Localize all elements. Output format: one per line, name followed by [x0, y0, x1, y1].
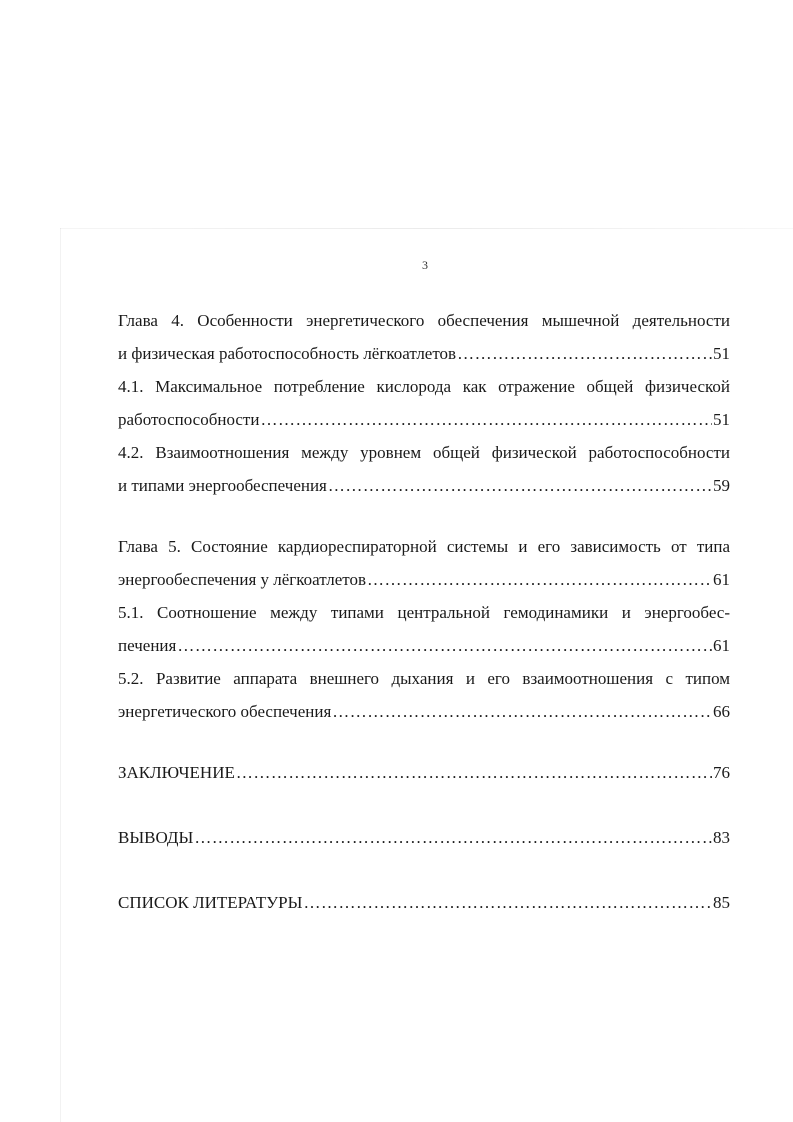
section-4-1-line-2	[118, 403, 730, 436]
conclusion-page: 76	[713, 763, 730, 782]
chapter-5-title-line-2	[118, 563, 730, 596]
chapter-4-title-line-1: Глава 4. Особенности энергетического обеспечения мышечной деятельности	[118, 311, 730, 330]
section-5-2-line-1: 5.2. Развитие аппарата внешнего дыхания и его взаимоотношения с типом	[118, 669, 730, 688]
section-4-1-page: 51	[713, 410, 730, 429]
chapter-4-title-text: и физическая работоспособность лёгкоатлетов	[118, 344, 457, 363]
dot-leader	[303, 886, 712, 920]
section-4-1-line-1: 4.1. Максимальное потребление кислорода как отражение общей физической	[118, 377, 730, 396]
dot-leader	[457, 337, 712, 370]
dot-leader	[332, 695, 712, 728]
conclusion-label: ЗАКЛЮЧЕНИЕ	[118, 763, 235, 782]
references-page: 85	[713, 893, 730, 912]
section-4-2-text: и типами энергообеспечения	[118, 476, 327, 495]
toc-conclusion	[118, 756, 730, 790]
toc-findings	[118, 821, 730, 855]
scan-edge-left	[60, 228, 61, 1122]
page-number: 3	[422, 258, 428, 272]
section-4-1-text: работоспособности	[118, 410, 260, 429]
section-5-2-page: 66	[713, 702, 730, 721]
section-5-1-text: печения	[118, 636, 177, 655]
dot-leader	[367, 563, 712, 596]
references-line	[118, 886, 730, 920]
chapter-5-page: 61	[713, 570, 730, 589]
section-5-1-page: 61	[713, 636, 730, 655]
section-5-2-line-2	[118, 695, 730, 728]
toc-chapter-4	[118, 304, 730, 502]
toc-chapter-5	[118, 530, 730, 728]
dot-leader	[194, 821, 712, 855]
section-5-2-text: энергетического обеспечения	[118, 702, 332, 721]
section-4-2-line-1: 4.2. Взаимоотношения между уровнем общей физической работоспособности	[118, 443, 730, 462]
findings-line	[118, 821, 730, 855]
dot-leader	[328, 469, 712, 502]
dot-leader	[236, 756, 712, 790]
findings-page: 83	[713, 828, 730, 847]
toc-references	[118, 886, 730, 920]
chapter-4-title-line-2	[118, 337, 730, 370]
section-5-1-line-2	[118, 629, 730, 662]
dot-leader	[177, 629, 712, 662]
section-5-1-line-1: 5.1. Соотношение между типами центральной гемодинамики и энергообес-	[118, 603, 730, 622]
section-4-2-page: 59	[713, 476, 730, 495]
table-of-contents	[118, 304, 730, 951]
dot-leader	[260, 403, 712, 436]
chapter-5-title-text: энергообеспечения у лёгкоатлетов	[118, 570, 367, 589]
findings-label: ВЫВОДЫ	[118, 828, 194, 847]
conclusion-line	[118, 756, 730, 790]
references-label: СПИСОК ЛИТЕРАТУРЫ	[118, 893, 303, 912]
chapter-5-title-line-1: Глава 5. Состояние кардиореспираторной системы и его зависимость от типа	[118, 537, 730, 556]
scan-edge-top	[60, 228, 793, 229]
chapter-4-page: 51	[713, 344, 730, 363]
section-4-2-line-2	[118, 469, 730, 502]
